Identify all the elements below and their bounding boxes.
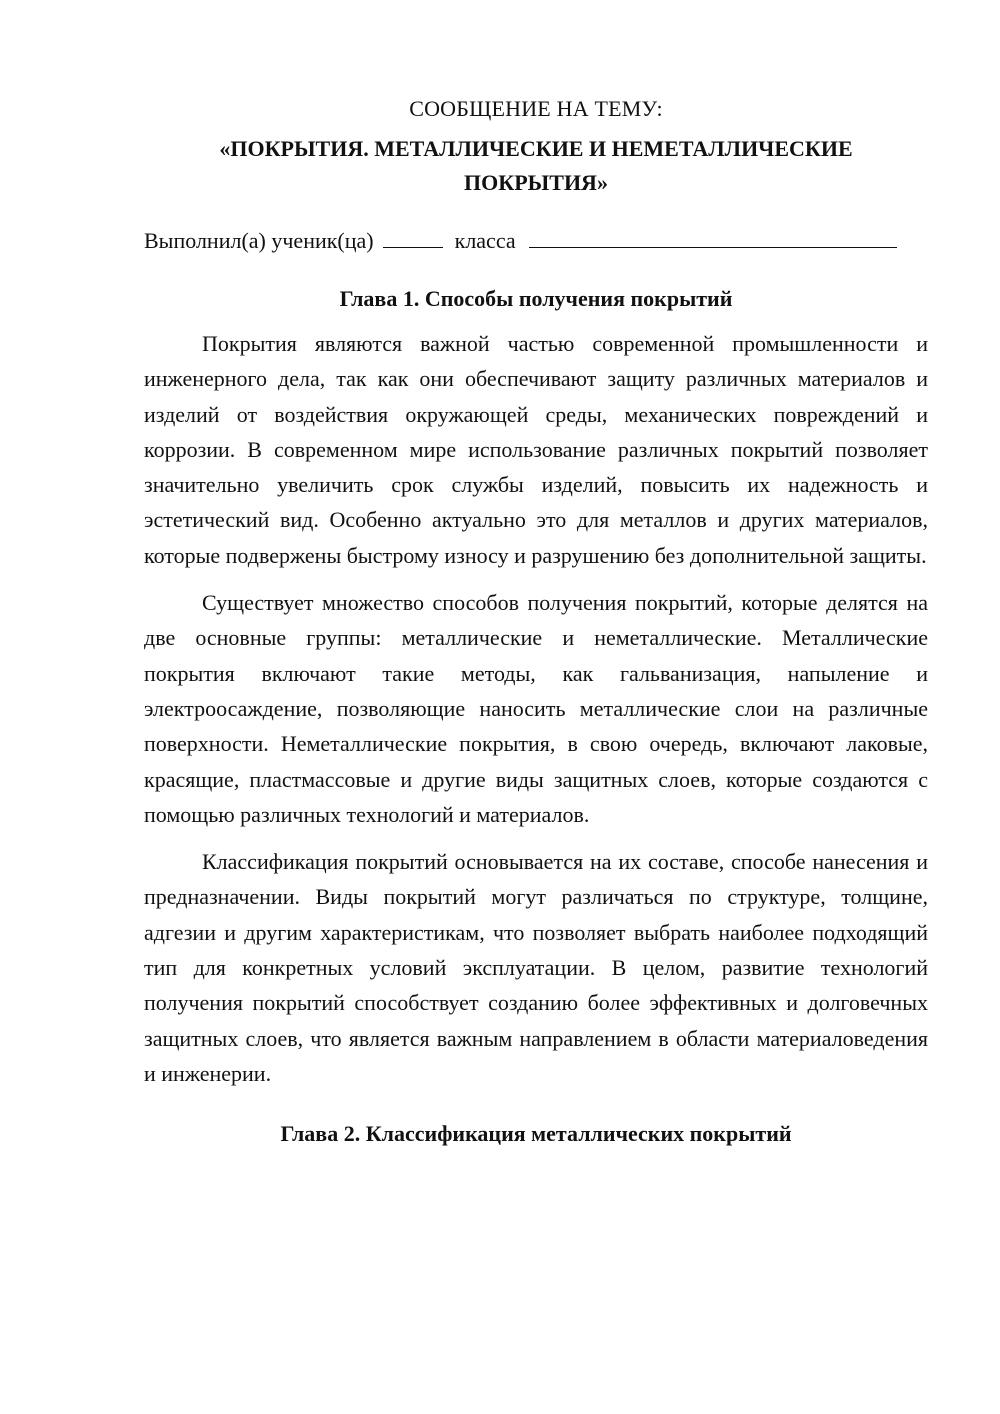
chapter-1-paragraph-2: Существует множество способов получения покрытий, которые делятся на две основные группы: металлические и неметаллические. Металлические покрытия включают такие методы, как гальванизация, напыление и электроосаждение, позволяющие наносить металлические слои на различные поверхности. Неметаллические покрытия, в свою очередь, включают лаковые, красящие, пластмассовые и другие виды защитных слоев, которые создаются с помощью различных технологий и материалов. — [144, 590, 928, 827]
class-word-label: класса — [454, 228, 516, 253]
grade-blank-field — [383, 227, 443, 248]
document-page — [144, 92, 928, 1161]
chapter-1-paragraph-3: Классификация покрытий основывается на их составе, способе нанесения и предназначении. Виды покрытий могут различаться по структуре, толщине, адгезии и другим характеристикам, что позволяет выбрать наиболее подходящий тип для конкретных условий эксплуатации. В целом, развитие технологий получения покрытий способствует созданию более эффективных и долговечных защитных слоев, что является важным направлением в области материаловедения и инженерии. — [144, 849, 928, 1086]
author-line — [144, 224, 928, 258]
performed-by-label: Выполнил(а) ученик(ца) — [144, 228, 374, 253]
document-header-label: СООБЩЕНИЕ НА ТЕМУ: — [409, 96, 663, 121]
chapter-1-paragraph-1: Покрытия являются важной частью современной промышленности и инженерного дела, так как они обеспечивают защиту различных материалов и изделий от воздействия окружающей среды, механических повреждений и коррозии. В современном мире использование различных покрытий позволяет значительно увеличить срок службы изделий, повысить их надежность и эстетический вид. Особенно актуально это для металлов и других материалов, которые подвержены быстрому износу и разрушению без дополнительной защиты. — [144, 331, 928, 568]
document-title: «ПОКРЫТИЯ. МЕТАЛЛИЧЕСКИЕ И НЕМЕТАЛЛИЧЕСКИЕ ПОКРЫТИЯ» — [219, 136, 853, 195]
chapter-2-heading: Глава 2. Классификация металлических покрытий — [280, 1121, 792, 1147]
name-blank-field — [529, 227, 897, 248]
chapter-1-heading: Глава 1. Способы получения покрытий — [339, 286, 733, 311]
